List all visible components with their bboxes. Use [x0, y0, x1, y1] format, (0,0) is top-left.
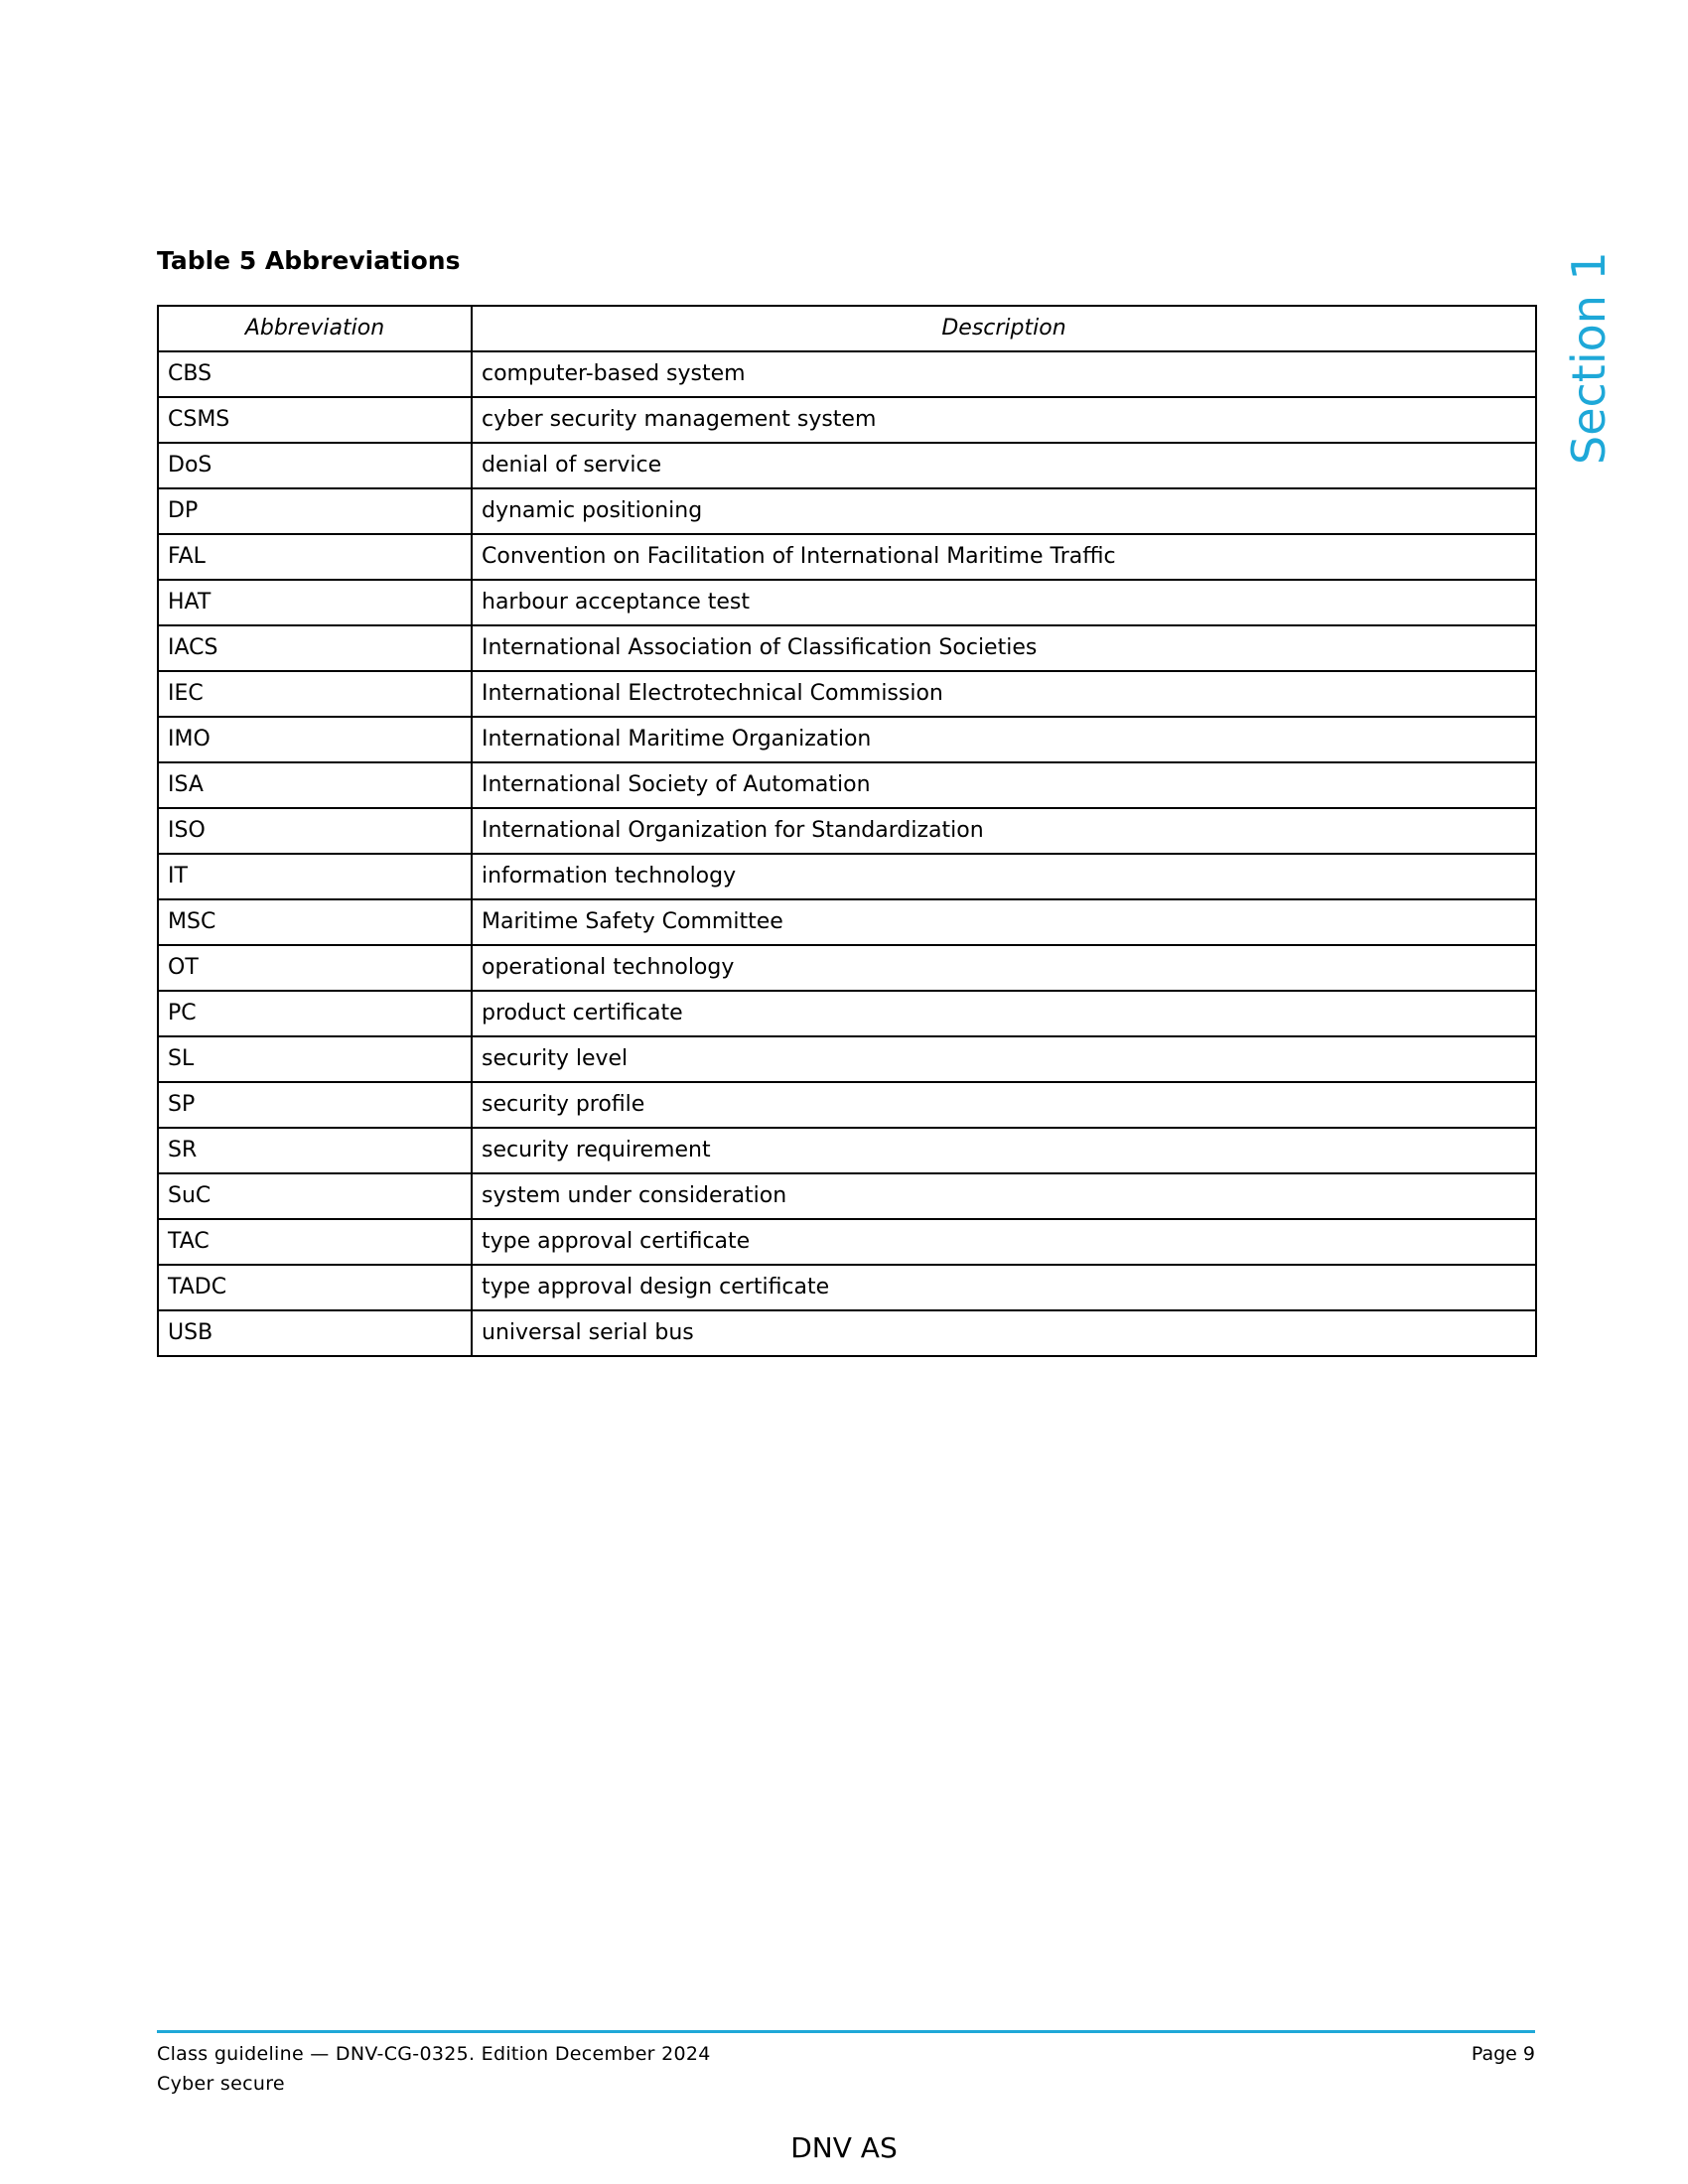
description-cell: harbour acceptance test [472, 580, 1536, 625]
abbreviation-cell: USB [158, 1310, 472, 1356]
abbreviation-cell: SR [158, 1128, 472, 1173]
description-cell: system under consideration [472, 1173, 1536, 1219]
table-row [158, 397, 1536, 443]
abbreviation-cell: IACS [158, 625, 472, 671]
abbreviation-cell: FAL [158, 534, 472, 580]
table-header-row [158, 306, 1536, 351]
description-cell: International Maritime Organization [472, 717, 1536, 762]
table-body [158, 351, 1536, 1356]
description-cell: type approval certificate [472, 1219, 1536, 1265]
table-row [158, 808, 1536, 854]
abbreviation-cell: DoS [158, 443, 472, 488]
description-cell: operational technology [472, 945, 1536, 991]
table-row [158, 625, 1536, 671]
table-row [158, 443, 1536, 488]
description-cell: security level [472, 1036, 1536, 1082]
description-cell: International Electrotechnical Commission [472, 671, 1536, 717]
table-row [158, 1128, 1536, 1173]
abbreviation-cell: SL [158, 1036, 472, 1082]
abbreviations-table [157, 305, 1537, 1357]
table-row [158, 991, 1536, 1036]
description-cell: product certificate [472, 991, 1536, 1036]
table-row [158, 717, 1536, 762]
footer-document-info [157, 2039, 711, 2099]
table-row [158, 762, 1536, 808]
header-abbreviation: Abbreviation [158, 306, 472, 351]
description-cell: International Society of Automation [472, 762, 1536, 808]
table-row [158, 580, 1536, 625]
description-cell: International Organization for Standardization [472, 808, 1536, 854]
abbreviation-cell: ISO [158, 808, 472, 854]
table-row [158, 488, 1536, 534]
description-cell: information technology [472, 854, 1536, 899]
table-row [158, 899, 1536, 945]
table-row [158, 1265, 1536, 1310]
description-cell: cyber security management system [472, 397, 1536, 443]
abbreviation-cell: IMO [158, 717, 472, 762]
abbreviation-cell: DP [158, 488, 472, 534]
company-name: DNV AS [790, 2131, 898, 2164]
footer-doc-line: Class guideline — DNV-CG-0325. Edition December 2024 [157, 2043, 711, 2065]
table-row [158, 1310, 1536, 1356]
abbreviation-cell: MSC [158, 899, 472, 945]
table-row [158, 671, 1536, 717]
footer-divider [157, 2030, 1535, 2033]
table-title: Table 5 Abbreviations [157, 246, 461, 275]
description-cell: Maritime Safety Committee [472, 899, 1536, 945]
section-tab-label: Section 1 [1562, 251, 1616, 465]
abbreviation-cell: PC [158, 991, 472, 1036]
abbreviation-cell: ISA [158, 762, 472, 808]
table-row [158, 945, 1536, 991]
abbreviation-cell: IT [158, 854, 472, 899]
description-cell: Convention on Facilitation of International Maritime Traffic [472, 534, 1536, 580]
description-cell: computer-based system [472, 351, 1536, 397]
abbreviation-cell: TADC [158, 1265, 472, 1310]
description-cell: dynamic positioning [472, 488, 1536, 534]
header-description: Description [472, 306, 1536, 351]
description-cell: type approval design certificate [472, 1265, 1536, 1310]
table-row [158, 1036, 1536, 1082]
abbreviation-cell: CSMS [158, 397, 472, 443]
abbreviation-cell: CBS [158, 351, 472, 397]
description-cell: universal serial bus [472, 1310, 1536, 1356]
footer-subtitle: Cyber secure [157, 2073, 285, 2095]
table-row [158, 854, 1536, 899]
abbreviation-cell: OT [158, 945, 472, 991]
abbreviation-cell: TAC [158, 1219, 472, 1265]
description-cell: denial of service [472, 443, 1536, 488]
abbreviation-cell: SuC [158, 1173, 472, 1219]
footer-page-number: Page 9 [1471, 2043, 1535, 2065]
description-cell: security requirement [472, 1128, 1536, 1173]
table-row [158, 351, 1536, 397]
abbreviation-cell: IEC [158, 671, 472, 717]
table-row [158, 1082, 1536, 1128]
description-cell: security profile [472, 1082, 1536, 1128]
abbreviation-cell: SP [158, 1082, 472, 1128]
table-row [158, 1173, 1536, 1219]
description-cell: International Association of Classification Societies [472, 625, 1536, 671]
table-row [158, 1219, 1536, 1265]
abbreviation-cell: HAT [158, 580, 472, 625]
table-row [158, 534, 1536, 580]
